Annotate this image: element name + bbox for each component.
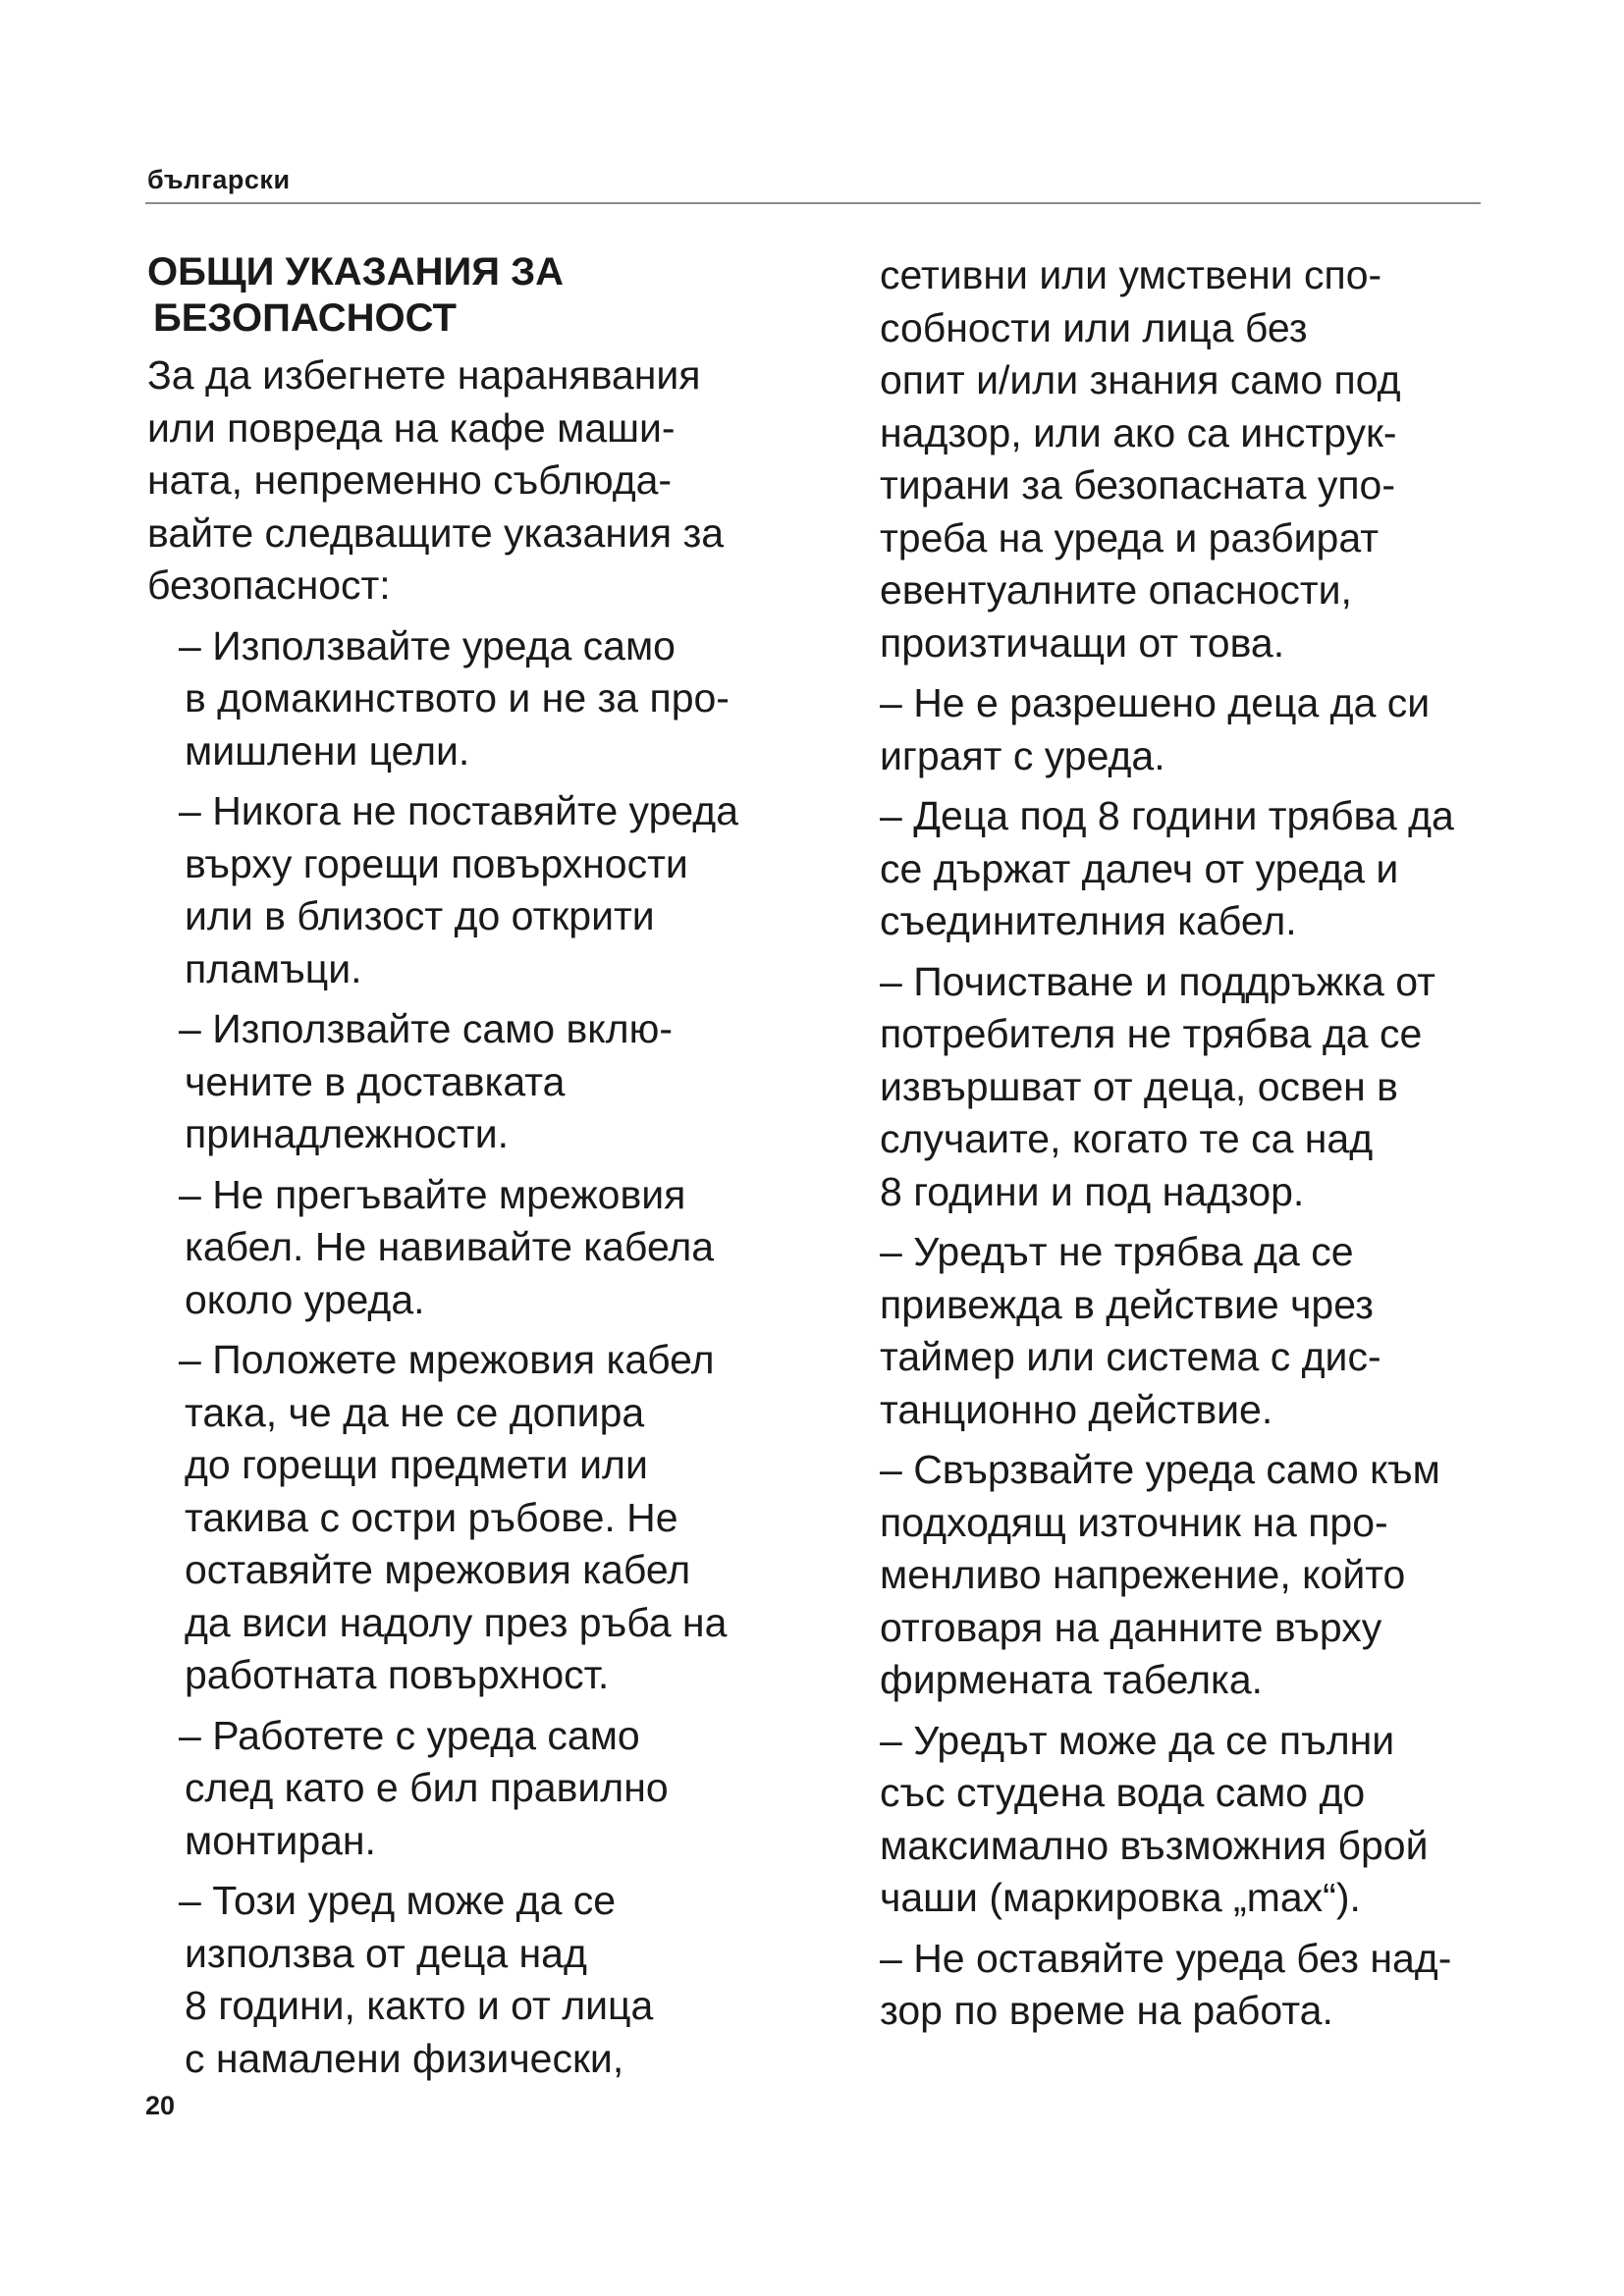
text-line: менливо напрежение, който (880, 1552, 1406, 1597)
text-line: монтиран. (185, 1817, 376, 1863)
bullet-item (147, 1710, 835, 1868)
text-line: – Не оставяйте уреда без над- (880, 1935, 1452, 1981)
bullet-item (880, 1933, 1508, 2038)
text-line: така, че да не се допира (185, 1389, 645, 1435)
right-column (880, 249, 1508, 2046)
text-line: в домакинството и не за про- (185, 675, 730, 721)
text-line: – Почистване и поддръжка от (880, 958, 1435, 1004)
bullet-item (880, 677, 1508, 782)
text-line: или повреда на кафе маши- (147, 404, 676, 451)
text-line: 8 години, както и от лица (185, 1983, 654, 2028)
text-line: привежда в действие чрез (880, 1281, 1374, 1327)
text-line: – Уредът може да се пълни (880, 1717, 1395, 1763)
bullet-item (880, 1715, 1508, 1925)
text-line: собности или лица без (880, 304, 1308, 350)
text-line: опит и/или знания само под (880, 357, 1401, 402)
text-line: – Уредът не трябва да се (880, 1229, 1354, 1274)
text-line: тирани за безопасната упо- (880, 462, 1395, 507)
text-line: със студена вода само до (880, 1770, 1366, 1815)
text-line: За да избегнете наранявания (147, 352, 701, 398)
text-line: – Използвайте само вклю- (179, 1006, 674, 1051)
text-line: се държат далеч от уреда и (880, 845, 1399, 891)
text-line: върху горещи повърхности (185, 840, 688, 886)
text-line: евентуалните опасности, (880, 567, 1352, 613)
page-number: 20 (145, 2091, 176, 2120)
text-line: извършват от деца, освен в (880, 1063, 1398, 1109)
text-line: подходящ източник на про- (880, 1499, 1388, 1545)
text-line: пламъци. (185, 945, 362, 991)
title-line: ОБЩИ УКАЗАНИЯ ЗА (147, 250, 565, 294)
text-line: надзор, или ако са инструк- (880, 409, 1397, 455)
text-line: безопасност: (147, 562, 391, 608)
text-line: – Свързвайте уреда само към (880, 1447, 1440, 1492)
text-line: около уреда. (185, 1276, 425, 1322)
bullet-item (147, 620, 835, 778)
text-line: – Не прегъвайте мрежовия (179, 1171, 686, 1217)
text-line: произтичащи от това. (880, 619, 1285, 666)
section-title (147, 249, 835, 342)
text-line: – Деца под 8 години трябва да (880, 793, 1454, 838)
text-line: – Не е разрешено деца да си (880, 680, 1431, 725)
bullet-item (147, 1875, 835, 2085)
text-line: принадлежности. (185, 1111, 509, 1156)
bullet-item (880, 1226, 1508, 1436)
continuation-paragraph (880, 249, 1508, 669)
text-line: чаши (маркировка „max“). (880, 1875, 1361, 1920)
text-line: работната повърхност. (185, 1652, 610, 1697)
text-line: играят с уреда. (880, 732, 1165, 778)
intro-paragraph (147, 349, 835, 613)
text-line: – Работете с уреда само (179, 1712, 640, 1758)
left-column (147, 249, 835, 2093)
text-line: или в близост до открити (185, 893, 655, 938)
text-line: чените в доставката (185, 1058, 566, 1104)
bullet-item (147, 1169, 835, 1327)
text-line: с намалени физически, (185, 2035, 624, 2081)
text-line: отговаря на данните върху (880, 1604, 1382, 1650)
text-line: кабел. Не навивайте кабела (185, 1224, 715, 1269)
text-line: фирмената табелка. (880, 1657, 1264, 1702)
bullet-item (147, 1334, 835, 1702)
text-line: вайте следващите указания за (147, 509, 725, 556)
text-line: – Никога не поставяйте уреда (179, 788, 739, 833)
text-line: зор по време на работа. (880, 1988, 1333, 2033)
text-line: такива с остри ръбове. Не (185, 1494, 678, 1540)
text-line: таймер или система с дис- (880, 1334, 1381, 1379)
bullet-item (880, 956, 1508, 1219)
header-divider (145, 202, 1481, 204)
title-line: БЕЗОПАСНОСТ (153, 296, 457, 340)
text-line: оставяйте мрежовия кабел (185, 1547, 691, 1592)
text-line: максимално възможния брой (880, 1822, 1429, 1868)
bullet-item (880, 1444, 1508, 1707)
text-line: съединителния кабел. (880, 898, 1297, 943)
text-line: да виси надолу през ръба на (185, 1599, 728, 1645)
text-line: случаите, когато те са над (880, 1116, 1374, 1161)
language-label: български (147, 165, 291, 194)
text-line: танционно действие. (880, 1386, 1273, 1432)
text-line: – Използвайте уреда само (179, 622, 676, 668)
text-line: използва от деца над (185, 1930, 587, 1976)
bullet-item (147, 785, 835, 995)
text-line: до горещи предмети или (185, 1442, 648, 1487)
text-line: ната, непременно съблюда- (147, 457, 673, 503)
text-line: след като е бил правилно (185, 1765, 669, 1810)
text-line: потребителя не трябва да се (880, 1011, 1423, 1056)
text-line: сетивни или умствени спо- (880, 252, 1382, 297)
text-line: – Положете мрежовия кабел (179, 1337, 715, 1382)
text-line: – Този уред може да се (179, 1878, 617, 1923)
text-line: треба на уреда и разбират (880, 514, 1379, 561)
bullet-item (147, 1003, 835, 1161)
text-line: мишлени цели. (185, 727, 470, 774)
text-line: 8 години и под надзор. (880, 1168, 1305, 1214)
bullet-item (880, 790, 1508, 948)
